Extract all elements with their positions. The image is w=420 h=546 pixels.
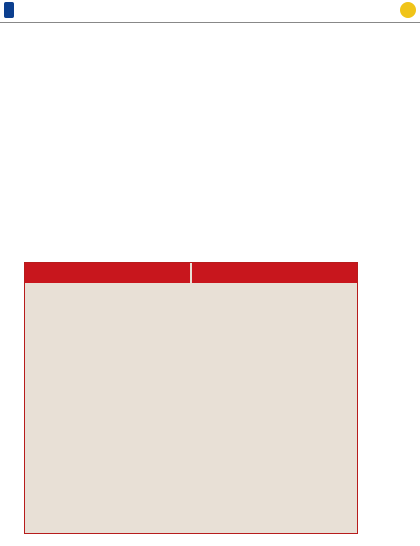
text-column-4	[362, 262, 414, 532]
masthead	[0, 0, 420, 23]
text-column-1	[6, 26, 134, 258]
text-column-2	[140, 26, 268, 258]
strengths-weaknesses-table	[24, 262, 358, 534]
table-heading-left	[25, 263, 190, 283]
table-heading-right	[190, 263, 357, 283]
page-number-badge	[400, 2, 416, 18]
table-header-row	[25, 263, 357, 283]
text-column-3	[274, 26, 402, 258]
table-body	[25, 285, 357, 531]
section-logo	[4, 2, 14, 18]
